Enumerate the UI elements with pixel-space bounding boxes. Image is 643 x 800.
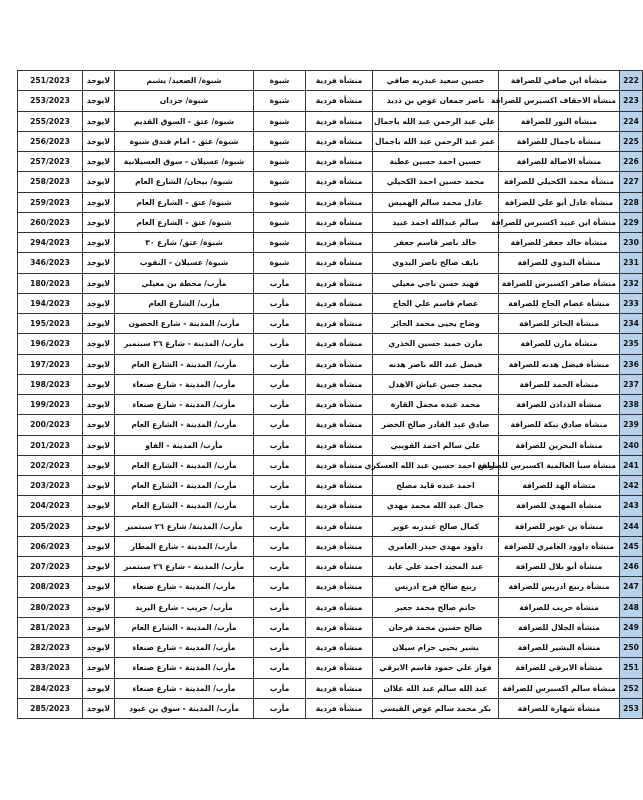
address-cell: مأرب/ حريب - شارع البريد: [115, 597, 254, 617]
entity-type-cell: منشأة فردية: [306, 496, 373, 516]
table-row: [18, 476, 643, 496]
establishment-name-cell: منشأة الاصالة للصرافة: [499, 152, 620, 172]
entity-type-cell: منشأة فردية: [306, 698, 373, 718]
owner-name-cell: محمد عبده مجمل القارة: [373, 395, 499, 415]
address-cell: مأرب/ المدينة - سوق بن عبود: [115, 698, 254, 718]
owner-name-cell: امين احمد حسين عبد الله العسكري: [373, 455, 499, 475]
address-cell: مأرب/ المدينة - شارع صنعاء: [115, 658, 254, 678]
license-number-cell: 256/2023: [18, 131, 83, 151]
row-number-cell: 223: [620, 91, 643, 111]
table-row: [18, 415, 643, 435]
entity-type-cell: منشأة فردية: [306, 658, 373, 678]
entity-type-cell: منشأة فردية: [306, 435, 373, 455]
entity-type-cell: منشأة فردية: [306, 617, 373, 637]
address-cell: مأرب/ محطة بن معيلي: [115, 273, 254, 293]
address-cell: مأرب/ المدينة - شارع المطار: [115, 536, 254, 556]
address-cell: شبوة/ عتق - امام فندق شبوة: [115, 131, 254, 151]
establishment-name-cell: منشأة ابن صافي للصرافة: [499, 71, 620, 91]
license-number-cell: 285/2023: [18, 698, 83, 718]
owner-name-cell: بكر محمد سالم عوض القيسي: [373, 698, 499, 718]
license-number-cell: 207/2023: [18, 557, 83, 577]
establishment-name-cell: منشأة داوود العامري للصرافة: [499, 536, 620, 556]
branches-cell: لايوجد: [83, 658, 115, 678]
establishment-name-cell: منشأة صادق نبكة للصرافة: [499, 415, 620, 435]
entity-type-cell: منشأة فردية: [306, 334, 373, 354]
governorate-cell: مأرب: [254, 273, 306, 293]
license-number-cell: 205/2023: [18, 516, 83, 536]
owner-name-cell: عبد المجيد احمد علي عابد: [373, 557, 499, 577]
owner-name-cell: داوود مهدي حيدر العامري: [373, 536, 499, 556]
table-row: [18, 678, 643, 698]
branches-cell: لايوجد: [83, 536, 115, 556]
license-number-cell: 260/2023: [18, 212, 83, 232]
governorate-cell: شبوة: [254, 91, 306, 111]
license-number-cell: 197/2023: [18, 354, 83, 374]
row-number-cell: 234: [620, 314, 643, 334]
row-number-cell: 243: [620, 496, 643, 516]
address-cell: مأرب/ المدينة - شارع صنعاء: [115, 577, 254, 597]
table-row: [18, 435, 643, 455]
establishment-name-cell: منشأة سالم اكسبرس للصرافة: [499, 678, 620, 698]
row-number-cell: 245: [620, 536, 643, 556]
row-number-cell: 241: [620, 455, 643, 475]
branches-cell: لايوجد: [83, 374, 115, 394]
owner-name-cell: فيصل عبد الله ناصر هدنه: [373, 354, 499, 374]
owner-name-cell: عبد الله سالم عبد الله علاان: [373, 678, 499, 698]
branches-cell: لايوجد: [83, 557, 115, 577]
entity-type-cell: منشأة فردية: [306, 293, 373, 313]
license-number-cell: 283/2023: [18, 658, 83, 678]
entity-type-cell: منشأة فردية: [306, 395, 373, 415]
governorate-cell: مأرب: [254, 415, 306, 435]
owner-name-cell: سالم عبدالله احمد عبيد: [373, 212, 499, 232]
branches-cell: لايوجد: [83, 395, 115, 415]
owner-name-cell: حاتم صالح محمد جعير: [373, 597, 499, 617]
entity-type-cell: منشأة فردية: [306, 111, 373, 131]
entity-type-cell: منشأة فردية: [306, 577, 373, 597]
row-number-cell: 242: [620, 476, 643, 496]
license-number-cell: 198/2023: [18, 374, 83, 394]
entity-type-cell: منشأة فردية: [306, 597, 373, 617]
row-number-cell: 240: [620, 435, 643, 455]
branches-cell: لايوجد: [83, 435, 115, 455]
branches-cell: لايوجد: [83, 678, 115, 698]
establishment-name-cell: منشأة خالد جعفر للصرافة: [499, 233, 620, 253]
establishment-name-cell: منشأة شهارة للصرافة: [499, 698, 620, 718]
table-row: [18, 516, 643, 536]
address-cell: شبوة/ عسيلان - النقوب: [115, 253, 254, 273]
license-number-cell: 258/2023: [18, 172, 83, 192]
owner-name-cell: عمر عبد الرحمن عبد الله باجمال: [373, 131, 499, 151]
establishment-name-cell: منشأة النور للصرافة: [499, 111, 620, 131]
branches-cell: لايوجد: [83, 253, 115, 273]
branches-cell: لايوجد: [83, 111, 115, 131]
governorate-cell: مأرب: [254, 536, 306, 556]
address-cell: مأرب/ المدينة - شارع صنعاء: [115, 395, 254, 415]
row-number-cell: 227: [620, 172, 643, 192]
table-row: [18, 131, 643, 151]
owner-name-cell: بشير يحيى حزام سيلان: [373, 638, 499, 658]
table-row: [18, 293, 643, 313]
establishment-name-cell: منشأة ابن عبيد اكسبرس للصرافة: [499, 212, 620, 232]
license-number-cell: 346/2023: [18, 253, 83, 273]
address-cell: مأرب/ المدينة - شارع الحصون: [115, 314, 254, 334]
establishment-name-cell: منشأة باجمال للصرافة: [499, 131, 620, 151]
table-row: [18, 172, 643, 192]
owner-name-cell: محمد حسين احمد الكحيلي: [373, 172, 499, 192]
table-row: [18, 71, 643, 91]
entity-type-cell: منشأة فردية: [306, 233, 373, 253]
owner-name-cell: احمد عبده قايد مصلح: [373, 476, 499, 496]
owner-name-cell: مازن حميد حسين الخذري: [373, 334, 499, 354]
owner-name-cell: حسين احمد حسين عطية: [373, 152, 499, 172]
entity-type-cell: منشأة فردية: [306, 192, 373, 212]
branches-cell: لايوجد: [83, 516, 115, 536]
branches-cell: لايوجد: [83, 192, 115, 212]
row-number-cell: 247: [620, 577, 643, 597]
address-cell: مأرب/ المدينة - الشارع العام: [115, 617, 254, 637]
row-number-cell: 232: [620, 273, 643, 293]
governorate-cell: مأرب: [254, 597, 306, 617]
address-cell: شبوة/ الصعيد/ يشبم: [115, 71, 254, 91]
establishment-name-cell: منشأة عصام الحاج للصرافة: [499, 293, 620, 313]
establishment-name-cell: منشأة البشير للصرافة: [499, 638, 620, 658]
governorate-cell: مأرب: [254, 455, 306, 475]
branches-cell: لايوجد: [83, 577, 115, 597]
branches-cell: لايوجد: [83, 496, 115, 516]
entity-type-cell: منشأة فردية: [306, 354, 373, 374]
branches-cell: لايوجد: [83, 233, 115, 253]
establishment-name-cell: منشأة الذداذن للصرافة: [499, 395, 620, 415]
governorate-cell: مأرب: [254, 334, 306, 354]
governorate-cell: مأرب: [254, 476, 306, 496]
address-cell: شبوة/ جردان: [115, 91, 254, 111]
entity-type-cell: منشأة فردية: [306, 374, 373, 394]
entity-type-cell: منشأة فردية: [306, 557, 373, 577]
owner-name-cell: حسين سعيد عبدربه صافي: [373, 71, 499, 91]
license-number-cell: 202/2023: [18, 455, 83, 475]
license-number-cell: 200/2023: [18, 415, 83, 435]
table-row: [18, 658, 643, 678]
table-row: [18, 536, 643, 556]
address-cell: شبوة/ بيحان/ الشارع العام: [115, 172, 254, 192]
owner-name-cell: علي سالم احمد القويبي: [373, 435, 499, 455]
owner-name-cell: كمال صالح عبدربه عوير: [373, 516, 499, 536]
governorate-cell: مأرب: [254, 678, 306, 698]
table-row: [18, 698, 643, 718]
address-cell: مأرب/ المدينة - شارع صنعاء: [115, 374, 254, 394]
entity-type-cell: منشأة فردية: [306, 516, 373, 536]
row-number-cell: 235: [620, 334, 643, 354]
entity-type-cell: منشأة فردية: [306, 536, 373, 556]
table-row: [18, 253, 643, 273]
license-number-cell: 284/2023: [18, 678, 83, 698]
table-row: [18, 111, 643, 131]
row-number-cell: 249: [620, 617, 643, 637]
address-cell: مأرب/ المدينة - الشارع العام: [115, 415, 254, 435]
entity-type-cell: منشأة فردية: [306, 455, 373, 475]
address-cell: مأرب/ المدينة - شارع ٢٦ سبتمبر: [115, 334, 254, 354]
branches-cell: لايوجد: [83, 476, 115, 496]
owner-name-cell: صادق عبد القادر صالح الخضر: [373, 415, 499, 435]
license-number-cell: 294/2023: [18, 233, 83, 253]
table-row: [18, 395, 643, 415]
row-number-cell: 237: [620, 374, 643, 394]
entity-type-cell: منشأة فردية: [306, 273, 373, 293]
address-cell: مأرب/ المدينة - شارع صنعاء: [115, 678, 254, 698]
row-number-cell: 230: [620, 233, 643, 253]
governorate-cell: مأرب: [254, 354, 306, 374]
address-cell: شبوة/ عتق - السوق القديم: [115, 111, 254, 131]
branches-cell: لايوجد: [83, 455, 115, 475]
registry-table-body: [18, 71, 643, 719]
address-cell: مأرب/ الشارع العام: [115, 293, 254, 313]
establishment-name-cell: منشأة سبأ العالمية اكسبرس للصرافة: [499, 455, 620, 475]
branches-cell: لايوجد: [83, 597, 115, 617]
table-row: [18, 557, 643, 577]
owner-name-cell: ربيع صالح فرج ادريس: [373, 577, 499, 597]
table-row: [18, 152, 643, 172]
license-number-cell: 194/2023: [18, 293, 83, 313]
branches-cell: لايوجد: [83, 354, 115, 374]
license-number-cell: 257/2023: [18, 152, 83, 172]
owner-name-cell: صالح حسين محمد فرحان: [373, 617, 499, 637]
license-number-cell: 180/2023: [18, 273, 83, 293]
address-cell: مأرب/ المدينة - الشارع العام: [115, 496, 254, 516]
license-number-cell: 253/2023: [18, 91, 83, 111]
table-row: [18, 192, 643, 212]
governorate-cell: مأرب: [254, 698, 306, 718]
table-row: [18, 233, 643, 253]
row-number-cell: 250: [620, 638, 643, 658]
branches-cell: لايوجد: [83, 617, 115, 637]
establishment-name-cell: منشأة أبو بلال للصرافة: [499, 557, 620, 577]
table-row: [18, 455, 643, 475]
owner-name-cell: فهيد حسن ناجي معيلي: [373, 273, 499, 293]
governorate-cell: مأرب: [254, 314, 306, 334]
establishment-name-cell: منشأة حريب للصرافة: [499, 597, 620, 617]
row-number-cell: 226: [620, 152, 643, 172]
row-number-cell: 222: [620, 71, 643, 91]
establishment-name-cell: منشأة محمد الكحيلي للصرافة: [499, 172, 620, 192]
license-number-cell: 204/2023: [18, 496, 83, 516]
governorate-cell: مأرب: [254, 617, 306, 637]
row-number-cell: 228: [620, 192, 643, 212]
license-number-cell: 195/2023: [18, 314, 83, 334]
governorate-cell: مأرب: [254, 658, 306, 678]
branches-cell: لايوجد: [83, 314, 115, 334]
table-row: [18, 334, 643, 354]
owner-name-cell: عادل محمد سالم الهميس: [373, 192, 499, 212]
governorate-cell: مأرب: [254, 638, 306, 658]
owner-name-cell: فواز علي حمود قاسم الابرقي: [373, 658, 499, 678]
establishment-name-cell: منشأة الهد للصرافة: [499, 476, 620, 496]
row-number-cell: 248: [620, 597, 643, 617]
entity-type-cell: منشأة فردية: [306, 172, 373, 192]
establishment-name-cell: منشأة البحرين للصرافة: [499, 435, 620, 455]
address-cell: مأرب/ المدينة - الفاو: [115, 435, 254, 455]
governorate-cell: مأرب: [254, 293, 306, 313]
establishment-name-cell: منشأة الجلال للصرافة: [499, 617, 620, 637]
table-row: [18, 496, 643, 516]
governorate-cell: مأرب: [254, 577, 306, 597]
governorate-cell: مأرب: [254, 496, 306, 516]
owner-name-cell: علي عبد الرحمن عبد الله باجمال: [373, 111, 499, 131]
license-number-cell: 208/2023: [18, 577, 83, 597]
license-number-cell: 251/2023: [18, 71, 83, 91]
row-number-cell: 253: [620, 698, 643, 718]
establishment-name-cell: منشأة البدوي للصرافة: [499, 253, 620, 273]
address-cell: مأرب/ المدينة - شارع ٢٦ سبتمبر: [115, 557, 254, 577]
governorate-cell: شبوة: [254, 71, 306, 91]
row-number-cell: 236: [620, 354, 643, 374]
branches-cell: لايوجد: [83, 152, 115, 172]
table-row: [18, 617, 643, 637]
row-number-cell: 224: [620, 111, 643, 131]
table-row: [18, 91, 643, 111]
branches-cell: لايوجد: [83, 698, 115, 718]
entity-type-cell: منشأة فردية: [306, 476, 373, 496]
license-number-cell: 206/2023: [18, 536, 83, 556]
branches-cell: لايوجد: [83, 638, 115, 658]
row-number-cell: 233: [620, 293, 643, 313]
governorate-cell: شبوة: [254, 233, 306, 253]
table-row: [18, 354, 643, 374]
branches-cell: لايوجد: [83, 293, 115, 313]
governorate-cell: شبوة: [254, 212, 306, 232]
owner-name-cell: جمال عبد الله محمد مهدي: [373, 496, 499, 516]
entity-type-cell: منشأة فردية: [306, 212, 373, 232]
entity-type-cell: منشأة فردية: [306, 678, 373, 698]
establishment-name-cell: منشأة عادل أبو علي للصرافة: [499, 192, 620, 212]
branches-cell: لايوجد: [83, 415, 115, 435]
establishment-name-cell: منشأة مازن للصرافة: [499, 334, 620, 354]
entity-type-cell: منشأة فردية: [306, 415, 373, 435]
branches-cell: لايوجد: [83, 91, 115, 111]
establishment-name-cell: منشأة الحائر للصرافة: [499, 314, 620, 334]
establishment-name-cell: منشأة بن عوير للصرافة: [499, 516, 620, 536]
address-cell: مأرب/ المدينة - الشارع العام: [115, 455, 254, 475]
address-cell: مأرب/ المدينة/ شارع ٢٦ سبتمبر: [115, 516, 254, 536]
license-number-cell: 196/2023: [18, 334, 83, 354]
license-number-cell: 282/2023: [18, 638, 83, 658]
establishment-name-cell: منشأة ربيع ادريس للصرافة: [499, 577, 620, 597]
establishment-name-cell: منشأة المهدي للصرافة: [499, 496, 620, 516]
governorate-cell: مأرب: [254, 516, 306, 536]
address-cell: شبوة/ عتق - الشارع العام: [115, 192, 254, 212]
entity-type-cell: منشأة فردية: [306, 253, 373, 273]
license-number-cell: 259/2023: [18, 192, 83, 212]
establishment-name-cell: منشأة صافر اكسبرس للصرافة: [499, 273, 620, 293]
license-number-cell: 255/2023: [18, 111, 83, 131]
governorate-cell: شبوة: [254, 111, 306, 131]
governorate-cell: مأرب: [254, 557, 306, 577]
address-cell: مأرب/ المدينة - الشارع العام: [115, 354, 254, 374]
row-number-cell: 244: [620, 516, 643, 536]
governorate-cell: مأرب: [254, 374, 306, 394]
governorate-cell: مأرب: [254, 395, 306, 415]
address-cell: شبوة/ عتق/ شارع ٣٠: [115, 233, 254, 253]
address-cell: مأرب/ المدينة - شارع صنعاء: [115, 638, 254, 658]
row-number-cell: 238: [620, 395, 643, 415]
table-row: [18, 638, 643, 658]
license-number-cell: 199/2023: [18, 395, 83, 415]
table-row: [18, 273, 643, 293]
row-number-cell: 251: [620, 658, 643, 678]
row-number-cell: 246: [620, 557, 643, 577]
branches-cell: لايوجد: [83, 212, 115, 232]
row-number-cell: 231: [620, 253, 643, 273]
branches-cell: لايوجد: [83, 71, 115, 91]
establishment-name-cell: منشأة الاحقاف اكسبرس للصرافة: [499, 91, 620, 111]
entity-type-cell: منشأة فردية: [306, 71, 373, 91]
establishment-name-cell: منشأة فيصل هدنه للصرافة: [499, 354, 620, 374]
owner-name-cell: نايف صالح ناصر البدوي: [373, 253, 499, 273]
address-cell: شبوة/ عسيلان - سوق العسيلانية: [115, 152, 254, 172]
governorate-cell: شبوة: [254, 192, 306, 212]
branches-cell: لايوجد: [83, 273, 115, 293]
establishment-name-cell: منشأة الابرقي للصرافة: [499, 658, 620, 678]
entity-type-cell: منشأة فردية: [306, 131, 373, 151]
owner-name-cell: خالد ناصر قاسم جعفر: [373, 233, 499, 253]
row-number-cell: 252: [620, 678, 643, 698]
table-row: [18, 374, 643, 394]
governorate-cell: شبوة: [254, 152, 306, 172]
entity-type-cell: منشأة فردية: [306, 314, 373, 334]
owner-name-cell: محمد حسن عياش الاهدل: [373, 374, 499, 394]
branches-cell: لايوجد: [83, 131, 115, 151]
governorate-cell: شبوة: [254, 172, 306, 192]
row-number-cell: 239: [620, 415, 643, 435]
owner-name-cell: عصام قاسم علي الحاج: [373, 293, 499, 313]
license-number-cell: 201/2023: [18, 435, 83, 455]
table-row: [18, 597, 643, 617]
address-cell: مأرب/ المدينة - الشارع العام: [115, 476, 254, 496]
establishment-name-cell: منشأة الحمد للصرافة: [499, 374, 620, 394]
governorate-cell: شبوة: [254, 253, 306, 273]
governorate-cell: مأرب: [254, 435, 306, 455]
row-number-cell: 225: [620, 131, 643, 151]
license-number-cell: 203/2023: [18, 476, 83, 496]
license-number-cell: 281/2023: [18, 617, 83, 637]
branches-cell: لايوجد: [83, 172, 115, 192]
owner-name-cell: ناصر جمعان عوض بن ذديد: [373, 91, 499, 111]
table-row: [18, 212, 643, 232]
row-number-cell: 229: [620, 212, 643, 232]
entity-type-cell: منشأة فردية: [306, 91, 373, 111]
owner-name-cell: وضاح يحيى محمد الحائر: [373, 314, 499, 334]
branches-cell: لايوجد: [83, 334, 115, 354]
address-cell: شبوة/ عتق - الشارع العام: [115, 212, 254, 232]
entity-type-cell: منشأة فردية: [306, 638, 373, 658]
table-row: [18, 314, 643, 334]
table-row: [18, 577, 643, 597]
license-number-cell: 280/2023: [18, 597, 83, 617]
exchange-registry-table: [17, 70, 643, 719]
entity-type-cell: منشأة فردية: [306, 152, 373, 172]
governorate-cell: شبوة: [254, 131, 306, 151]
